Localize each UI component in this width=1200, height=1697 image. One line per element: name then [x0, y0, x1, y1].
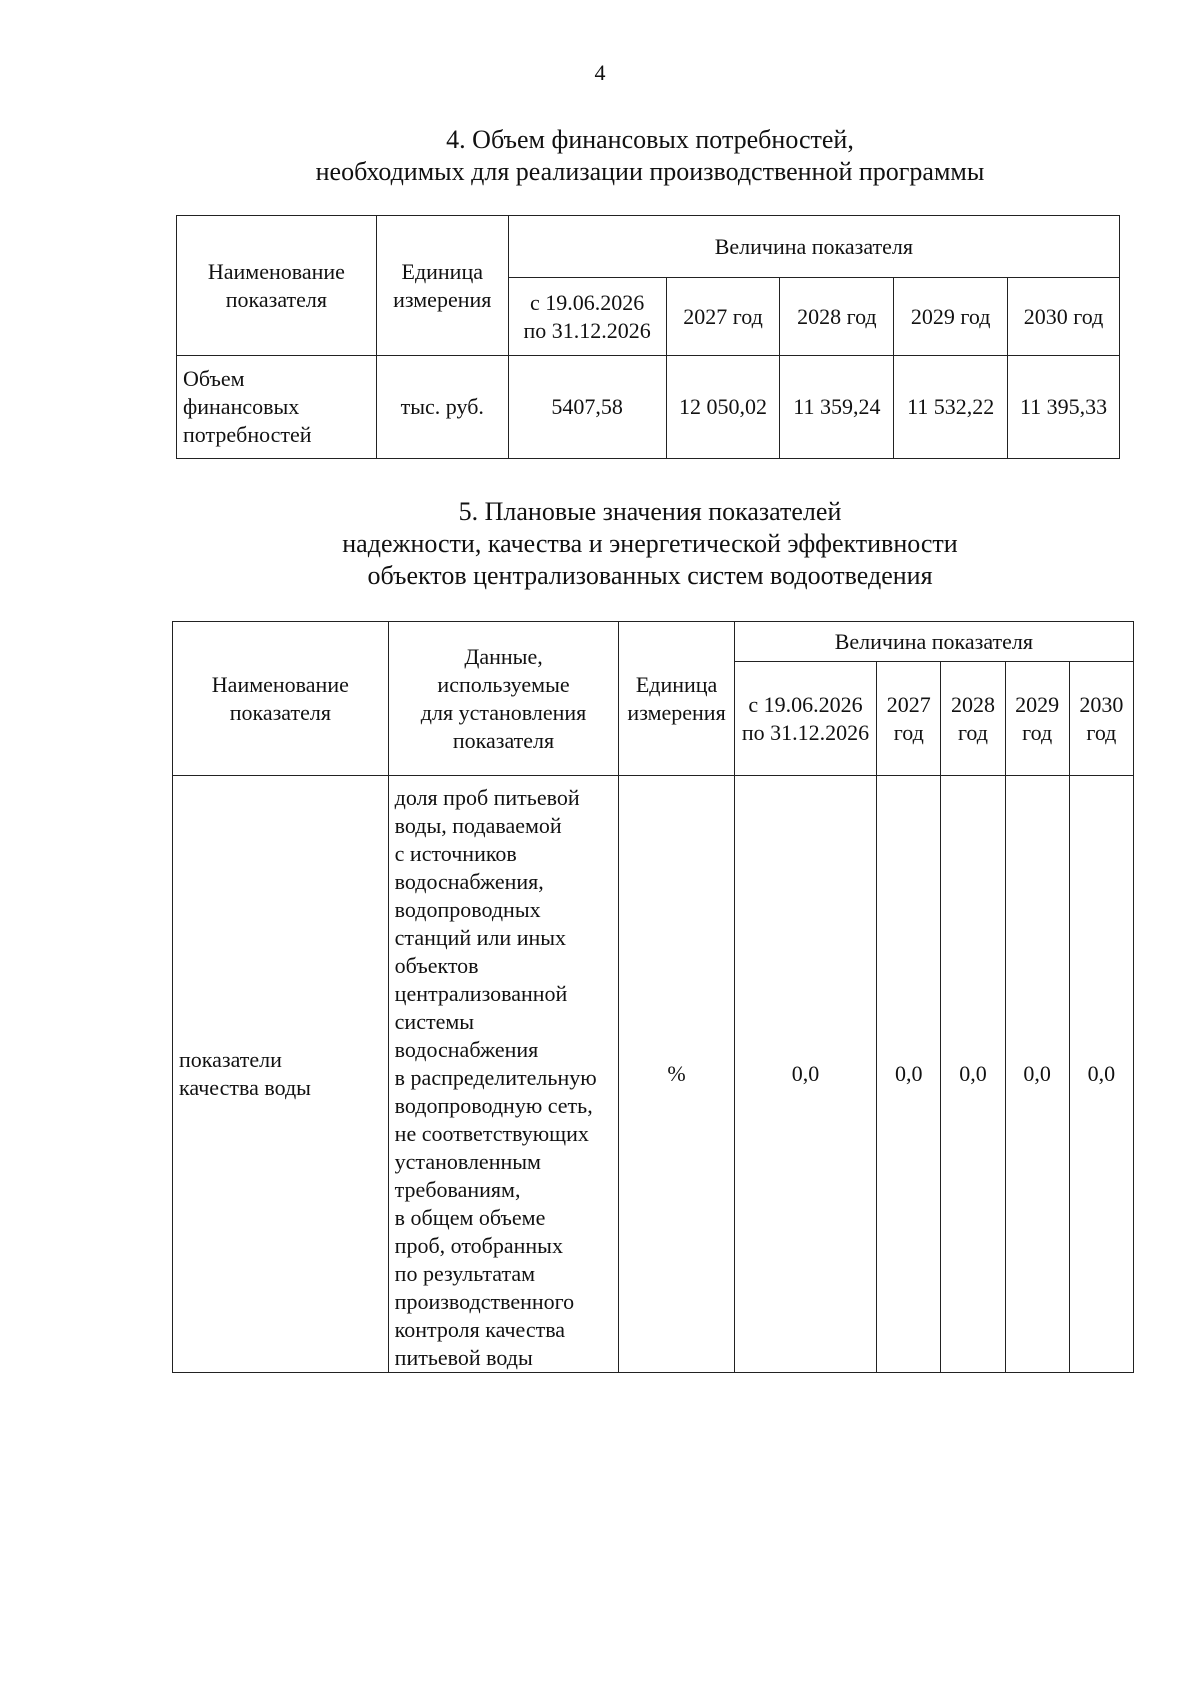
header-value: Величина показателя [508, 216, 1119, 278]
row-description: доля проб питьевой воды, подаваемой с источников водоснабжения, водопроводных станций или иных объектов централизованной системы водоснабжения в распределительную водопроводную сеть, не соответствующих установленным требованиям, в общем объеме проб, отобранных по результатам производственного контроля качества питьевой воды [388, 776, 619, 1373]
section-4-heading [50, 124, 1200, 188]
heading-line: объектов централизованных систем водоотведения [367, 561, 933, 590]
row-value: 11 532,22 [894, 356, 1008, 459]
row-value: 0,0 [941, 776, 1005, 1373]
header-period: с 19.06.2026 по 31.12.2026 [734, 662, 876, 776]
header-period: 2028 год [941, 662, 1005, 776]
row-value: 0,0 [734, 776, 876, 1373]
heading-line: 5. Плановые значения показателей [458, 497, 842, 526]
heading-line: необходимых для реализации производственной программы [315, 157, 985, 186]
row-unit: тыс. руб. [376, 356, 508, 459]
table-row [177, 356, 1120, 459]
row-value: 11 395,33 [1008, 356, 1120, 459]
header-indicator-name: Наименование показателя [173, 622, 389, 776]
header-indicator-name: Наименование показателя [177, 216, 377, 356]
row-unit: % [619, 776, 734, 1373]
header-period: 2029 год [894, 278, 1008, 356]
header-period: 2030 год [1008, 278, 1120, 356]
page-number: 4 [594, 60, 606, 85]
row-value: 0,0 [1005, 776, 1069, 1373]
header-period: с 19.06.2026 по 31.12.2026 [508, 278, 666, 356]
row-value: 0,0 [1069, 776, 1133, 1373]
quality-indicators-table [172, 621, 1134, 1373]
row-value: 5407,58 [508, 356, 666, 459]
heading-line: надежности, качества и энергетической эффективности [342, 529, 958, 558]
header-period: 2028 год [780, 278, 894, 356]
financial-needs-table [176, 215, 1120, 459]
header-unit: Единица измерения [619, 622, 734, 776]
row-name: показатели качества воды [173, 776, 389, 1373]
section-5-heading [50, 496, 1200, 592]
header-unit: Единица измерения [376, 216, 508, 356]
header-period: 2027 год [666, 278, 780, 356]
header-value: Величина показателя [734, 622, 1133, 662]
header-data-used: Данные, используемые для установления показателя [388, 622, 619, 776]
header-period: 2029 год [1005, 662, 1069, 776]
row-name: Объем финансовых потребностей [177, 356, 377, 459]
header-period: 2030 год [1069, 662, 1133, 776]
row-value: 12 050,02 [666, 356, 780, 459]
row-value: 0,0 [877, 776, 941, 1373]
header-period: 2027 год [877, 662, 941, 776]
table-row [173, 776, 1134, 1373]
row-value: 11 359,24 [780, 356, 894, 459]
heading-line: 4. Объем финансовых потребностей, [446, 125, 854, 154]
